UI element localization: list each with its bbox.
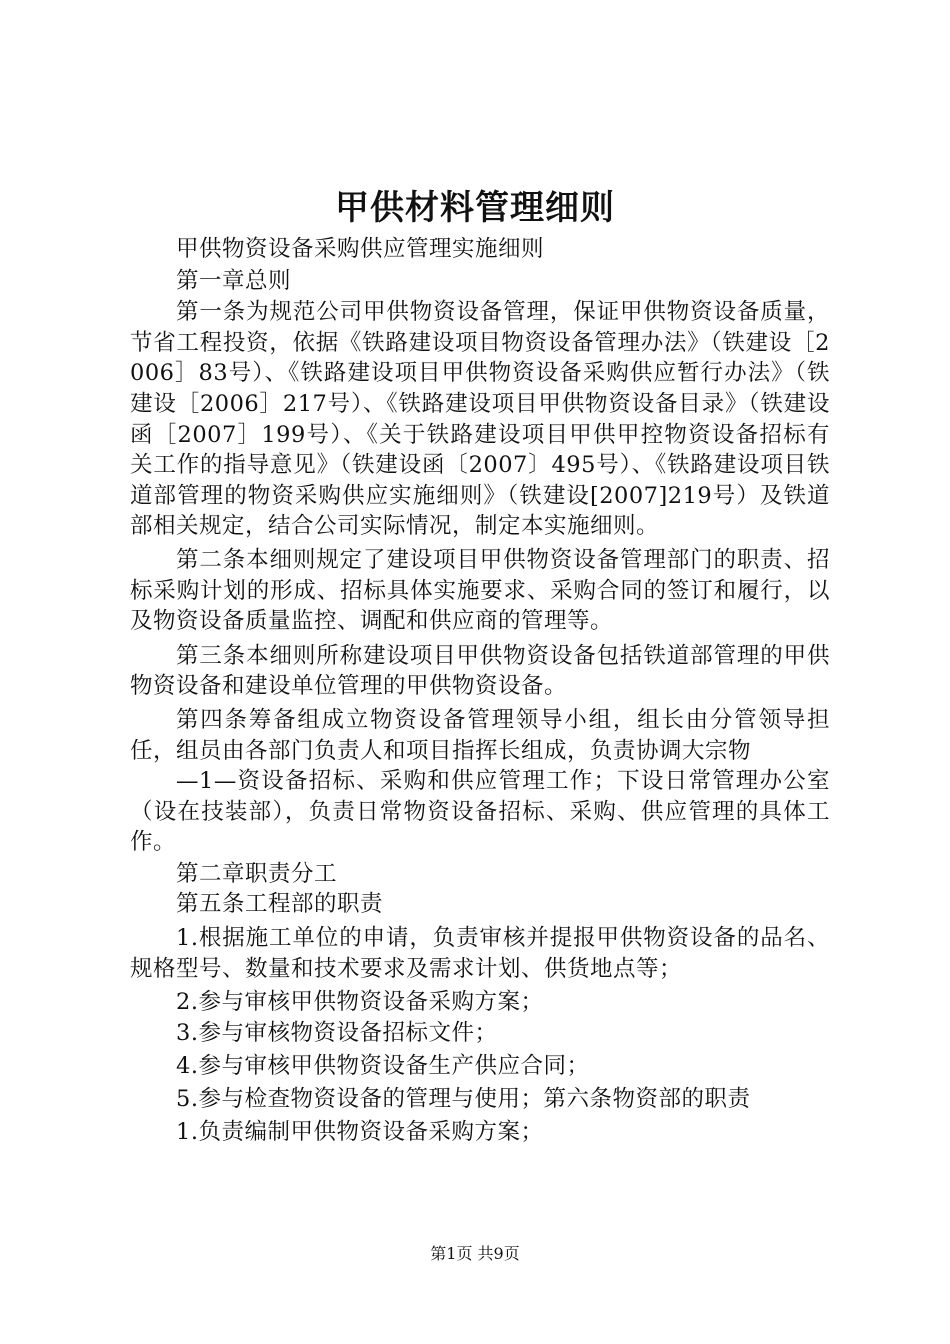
article-paragraph: 第三条本细则所称建设项目甲供物资设备包括铁道部管理的甲供物资设备和建设单位管理的甲供物资设备。 <box>130 642 830 700</box>
list-item: 1.根据施工单位的申请，负责审核并提报甲供物资设备的品名、规格型号、数量和技术要求及需求计划、供货地点等； <box>130 925 830 982</box>
document-body <box>130 234 830 1149</box>
list-item: 2.参与审核甲供物资设备采购方案； <box>176 989 544 1016</box>
chapter-heading: 第二章职责分工 <box>176 860 338 887</box>
page-footer: 第1页 共9页 <box>430 1244 520 1263</box>
article-paragraph: 第四条筹备组成立物资设备管理领导小组，组长由分管领导担任，组员由各部门负责人和项目指挥长组成，负责协调大宗物 <box>130 706 830 764</box>
document-title: 甲供材料管理细则 <box>335 188 615 228</box>
paragraph-subtitle: 甲供物资设备采购供应管理实施细则 <box>176 236 545 262</box>
list-item: 1.负责编制甲供物资设备采购方案； <box>176 1118 544 1145</box>
chapter-heading: 第一章总则 <box>176 267 292 294</box>
list-item: 4.参与审核甲供物资设备生产供应合同； <box>176 1053 590 1080</box>
article-paragraph: 第一条为规范公司甲供物资设备管理，保证甲供物资设备质量，节省工程投资，依据《铁路建设项目物资设备管理办法》（铁建设［2006］83号）、《铁路建设项目甲供物资设备采购供应暂行办法》（铁建设［2006］217号）、《铁路建设项目甲供物资设备目录》（铁建设函［2007］199号）、《关于铁路建设项目甲供甲控物资设备招标有关工作的指导意见》（铁建设函〔2007〕495号）、《铁路建设项目铁道部管理的物资采购供应实施细则》（铁建设[2007]219号）及铁道部相关规定，结合公司实际情况，制定本实施细则。 <box>130 299 830 540</box>
article-paragraph: —1—资设备招标、采购和供应管理工作；下设日常管理办公室（设在技装部），负责日常物资设备招标、采购、供应管理的具体工作。 <box>130 768 830 856</box>
list-item: 3.参与审核物资设备招标文件； <box>176 1019 498 1046</box>
article-heading: 第五条工程部的职责 <box>176 891 384 918</box>
article-paragraph: 第二条本细则规定了建设项目甲供物资设备管理部门的职责、招标采购计划的形成、招标具体实施要求、采购合同的签订和履行，以及物资设备质量监控、调配和供应商的管理等。 <box>130 546 830 635</box>
list-item: 5.参与检查物资设备的管理与使用；第六条物资部的职责 <box>176 1086 751 1113</box>
